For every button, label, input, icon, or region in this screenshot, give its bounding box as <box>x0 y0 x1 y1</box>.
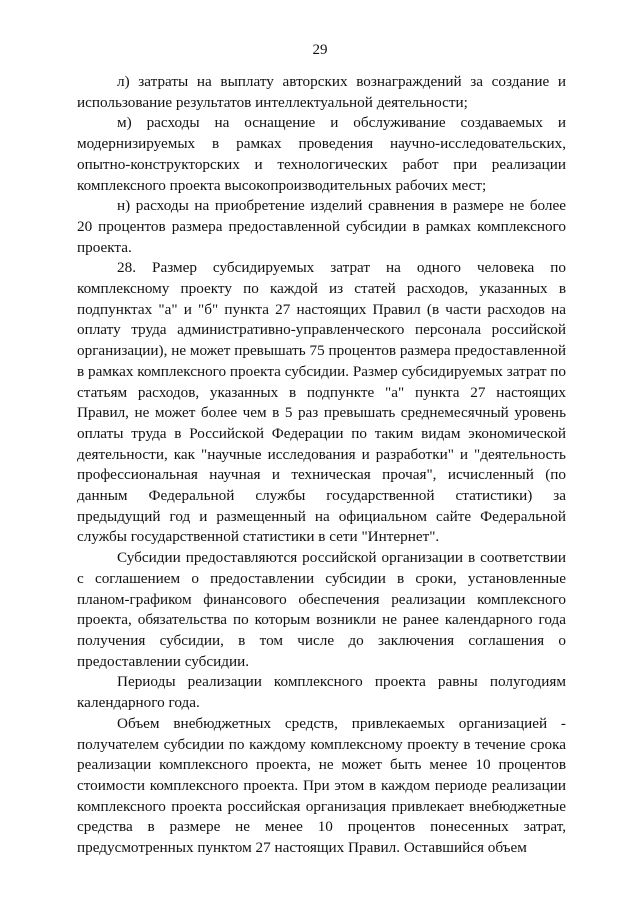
paragraph-subsidies: Субсидии предоставляются российской организации в соответствии с соглашением о предоставлении субсидии в сроки, установленные планом-графиком финансового обеспечения реализации комплексного проекта, обязательства по которым возникли не ранее календарного года получения субсидии, в том числе до заключения соглашения о предоставлении субсидии. <box>77 549 566 670</box>
page-number: 29 <box>312 42 328 58</box>
paragraph-extrabudgetary: Объем внебюджетных средств, привлекаемых организацией - получателем субсидии по каждому комплексному проекту в течение срока реализации комплексного проекта, не может быть менее 10 процентов стоимости комплексного проекта. При этом в каждом периоде реализации комплексного проекта российская организация привлекает внебюджетные средства в размере не менее 10 процентов понесенных затрат, предусмотренных пунктом 27 настоящих Правил. Оставшийся объем <box>77 714 566 857</box>
paragraph-l: л) затраты на выплату авторских вознаграждений за создание и использование результатов интеллектуальной деятельности; <box>77 73 566 111</box>
paragraph-m: м) расходы на оснащение и обслуживание создаваемых и модернизируемых в рамках проведения научно-исследовательских, опытно-конструкторских и технологических работ при реализации комплексного проекта высокопроизводительных рабочих мест; <box>77 114 566 194</box>
paragraph-n: н) расходы на приобретение изделий сравнения в размере не более 20 процентов размера предоставленной субсидии в рамках комплексного проекта. <box>77 197 566 256</box>
paragraph-28: 28. Размер субсидируемых затрат на одного человека по комплексному проекту по каждой из статей расходов, указанных в подпунктах "а" и "б" пункта 27 настоящих Правил (в части расходов на оплату труда административно-управленческого персонала российской организации), не может превышать 75 процентов размера предоставленной в рамках комплексного проекта субсидии. Размер субсидируемых затрат по статьям расходов, указанных в подпункте "а" пункта 27 настоящих Правил, не может более чем в 5 раз превышать среднемесячный уровень оплаты труда в Российской Федерации по таким видам экономической деятельности, как "научные исследования и разработки" и "деятельность профессиональная научная и техническая прочая", исчисленный (по данным Федеральной службы государственной статистики) за предыдущий год и размещенный на официальном сайте Федеральной службы государственной статистики в сети "Интернет". <box>77 259 566 546</box>
document-body <box>77 72 566 859</box>
paragraph-periods: Периоды реализации комплексного проекта равны полугодиям календарного года. <box>77 673 566 712</box>
